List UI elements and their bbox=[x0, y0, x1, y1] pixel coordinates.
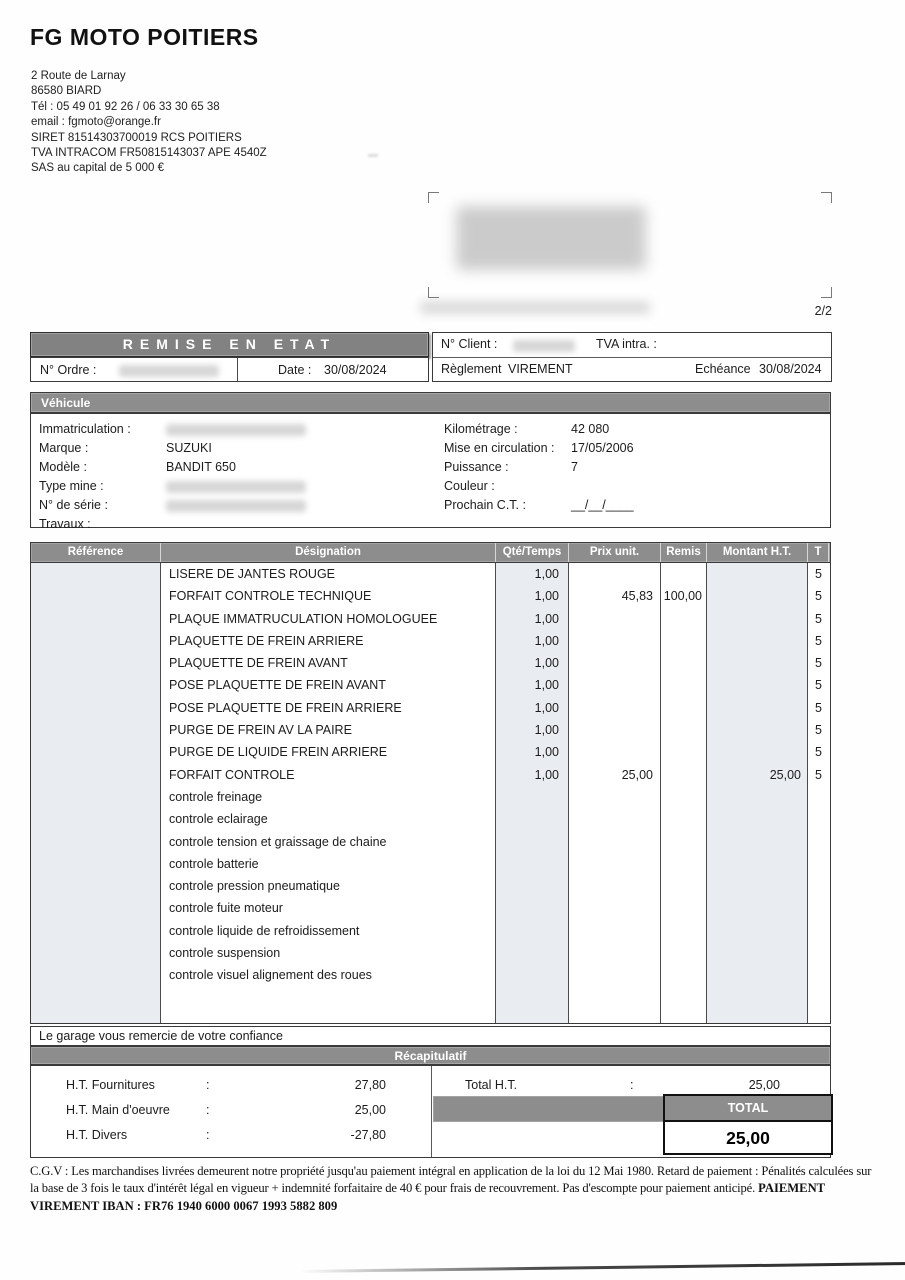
vehicle-field-label: N° de série : bbox=[39, 498, 108, 512]
cell-ref bbox=[31, 853, 161, 875]
cell-ref bbox=[31, 674, 161, 696]
cell-ref bbox=[31, 608, 161, 630]
recap-divider bbox=[431, 1066, 432, 1157]
cell-qty: 1,00 bbox=[496, 652, 569, 674]
cell-des: FORFAIT CONTROLE TECHNIQUE bbox=[161, 585, 496, 607]
cell-montant bbox=[707, 674, 808, 696]
address-line: SAS au capital de 5 000 € bbox=[31, 162, 164, 175]
date-value: 30/08/2024 bbox=[324, 363, 387, 377]
vehicle-field-label: Prochain C.T. : bbox=[444, 498, 526, 512]
cell-price: 25,00 bbox=[569, 764, 661, 786]
cell-price bbox=[569, 741, 661, 763]
cell-t bbox=[808, 987, 829, 1023]
order-number-label: N° Ordre : bbox=[40, 363, 97, 377]
redacted-order-number bbox=[119, 365, 219, 377]
cell-t: 5 bbox=[815, 700, 822, 715]
recap-value: -27,80 bbox=[350, 1128, 386, 1142]
cell-qty bbox=[496, 831, 569, 853]
reglement-value: VIREMENT bbox=[508, 362, 573, 376]
cell-price bbox=[569, 964, 661, 986]
table-filler-row bbox=[31, 987, 830, 1023]
vehicle-field-label: Mise en circulation : bbox=[444, 441, 555, 455]
cell-montant: 25,00 bbox=[707, 764, 808, 786]
cell-t: 5 bbox=[815, 745, 822, 760]
table-row bbox=[31, 585, 830, 607]
table-row bbox=[31, 697, 830, 719]
redacted-recipient-address bbox=[456, 206, 646, 270]
cell-des: controle eclairage bbox=[161, 808, 496, 830]
total-ht-label: Total H.T. bbox=[465, 1078, 518, 1092]
cell-t bbox=[808, 920, 829, 942]
items-table bbox=[30, 542, 831, 1024]
cell-des: controle pression pneumatique bbox=[161, 875, 496, 897]
cell-remis bbox=[661, 942, 707, 964]
cgv-payment-bold: PAIEMENT bbox=[758, 1181, 826, 1196]
cell-ref bbox=[31, 987, 161, 1023]
cell-divider bbox=[237, 358, 238, 381]
redacted-reference-strip bbox=[420, 301, 650, 314]
client-payment-box bbox=[432, 332, 832, 382]
recap-label: H.T. Main d'oeuvre bbox=[66, 1103, 170, 1117]
cell-price bbox=[569, 831, 661, 853]
cell-montant bbox=[707, 786, 808, 808]
cell-qty: 1,00 bbox=[496, 630, 569, 652]
cell-qty: 1,00 bbox=[496, 674, 569, 696]
cell-qty bbox=[496, 897, 569, 919]
cell-montant bbox=[707, 630, 808, 652]
cell-t bbox=[808, 853, 829, 875]
cell-montant bbox=[707, 920, 808, 942]
cell-t: 5 bbox=[815, 589, 822, 604]
cell-qty bbox=[496, 853, 569, 875]
vehicle-field-label: Marque : bbox=[39, 441, 89, 455]
cell-qty: 1,00 bbox=[496, 719, 569, 741]
cell-price bbox=[569, 942, 661, 964]
cell-t bbox=[808, 875, 829, 897]
column-header-montant: Montant H.T. bbox=[707, 543, 808, 562]
recap-colon: : bbox=[206, 1103, 210, 1117]
cell-ref bbox=[31, 652, 161, 674]
cell-des: PLAQUETTE DE FREIN ARRIERE bbox=[161, 630, 496, 652]
cell-remis bbox=[661, 808, 707, 830]
total-box bbox=[663, 1094, 833, 1155]
table-row bbox=[31, 786, 830, 808]
cell-des: controle suspension bbox=[161, 942, 496, 964]
row-divider bbox=[433, 357, 831, 358]
table-row bbox=[31, 920, 830, 942]
cell-ref bbox=[31, 585, 161, 607]
cell-remis bbox=[661, 853, 707, 875]
cell-des: controle batterie bbox=[161, 853, 496, 875]
vehicle-field-value: 42 080 bbox=[571, 422, 610, 436]
cell-montant bbox=[707, 741, 808, 763]
vehicle-field-label: Kilométrage : bbox=[444, 422, 518, 436]
cell-des: FORFAIT CONTROLE bbox=[161, 764, 496, 786]
recap-label: H.T. Fournitures bbox=[66, 1078, 155, 1092]
vehicle-field-value: 17/05/2006 bbox=[571, 441, 634, 455]
tva-intra-label: TVA intra. : bbox=[596, 337, 657, 351]
cell-montant bbox=[707, 652, 808, 674]
cell-des bbox=[161, 987, 496, 1023]
cell-remis bbox=[661, 741, 707, 763]
total-ht-value: 25,00 bbox=[748, 1078, 780, 1092]
cell-montant bbox=[707, 831, 808, 853]
vehicle-field-value bbox=[166, 498, 306, 512]
cell-remis bbox=[661, 630, 707, 652]
vehicle-field-row bbox=[39, 517, 830, 536]
recipient-address-window bbox=[428, 192, 832, 298]
cell-ref bbox=[31, 942, 161, 964]
recap-label: H.T. Divers bbox=[66, 1128, 128, 1142]
cell-price bbox=[569, 853, 661, 875]
page-number: 2/2 bbox=[814, 304, 832, 318]
cell-des: LISERE DE JANTES ROUGE bbox=[161, 563, 496, 585]
vehicle-field-row bbox=[444, 422, 830, 441]
cell-price: 45,83 bbox=[569, 585, 661, 607]
company-name: FG MOTO POITIERS bbox=[30, 24, 259, 50]
cell-montant bbox=[707, 897, 808, 919]
cell-qty bbox=[496, 786, 569, 808]
cell-des: PLAQUE IMMATRUCULATION HOMOLOGUEE bbox=[161, 608, 496, 630]
cell-price bbox=[569, 897, 661, 919]
cell-des: PURGE DE LIQUIDE FREIN ARRIERE bbox=[161, 741, 496, 763]
cell-t: 5 bbox=[815, 656, 822, 671]
column-header-price: Prix unit. bbox=[569, 543, 661, 562]
cell-ref bbox=[31, 920, 161, 942]
recap-value: 25,00 bbox=[354, 1103, 386, 1117]
table-row bbox=[31, 853, 830, 875]
cell-ref bbox=[31, 630, 161, 652]
cell-remis bbox=[661, 674, 707, 696]
recap-colon: : bbox=[206, 1078, 210, 1092]
column-header-qty: Qté/Temps bbox=[496, 543, 569, 562]
cell-montant bbox=[707, 563, 808, 585]
cell-remis bbox=[661, 831, 707, 853]
cell-des: controle liquide de refroidissement bbox=[161, 920, 496, 942]
address-line: SIRET 81514303700019 RCS POITIERS bbox=[31, 131, 242, 144]
document-title: REMISE EN ETAT bbox=[30, 332, 429, 357]
table-row bbox=[31, 831, 830, 853]
cell-qty bbox=[496, 987, 569, 1023]
cell-montant bbox=[707, 697, 808, 719]
cell-price bbox=[569, 697, 661, 719]
cell-price bbox=[569, 920, 661, 942]
order-number-row bbox=[30, 357, 429, 382]
cell-price bbox=[569, 608, 661, 630]
company-address bbox=[31, 69, 267, 177]
cell-des: controle freinage bbox=[161, 786, 496, 808]
crop-mark-icon bbox=[821, 192, 832, 203]
crop-mark-icon bbox=[428, 192, 439, 203]
cell-t: 5 bbox=[815, 633, 822, 648]
address-line: 2 Route de Larnay bbox=[31, 70, 126, 82]
cell-qty bbox=[496, 942, 569, 964]
cell-price bbox=[569, 719, 661, 741]
table-row bbox=[31, 652, 830, 674]
cell-remis bbox=[661, 719, 707, 741]
scan-artifact bbox=[368, 154, 378, 157]
recap-value: 27,80 bbox=[354, 1078, 386, 1092]
cell-qty bbox=[496, 964, 569, 986]
cell-montant bbox=[707, 942, 808, 964]
table-row bbox=[31, 875, 830, 897]
table-row bbox=[31, 608, 830, 630]
cell-remis bbox=[661, 608, 707, 630]
cell-t bbox=[808, 831, 829, 853]
vehicle-field-value: SUZUKI bbox=[166, 441, 212, 455]
vehicle-field-row bbox=[444, 460, 830, 479]
cell-montant bbox=[707, 987, 808, 1023]
redacted-client-number bbox=[513, 340, 575, 352]
vehicle-field-label: Puissance : bbox=[444, 460, 509, 474]
cell-montant bbox=[707, 608, 808, 630]
cell-montant bbox=[707, 808, 808, 830]
cell-des: PURGE DE FREIN AV LA PAIRE bbox=[161, 719, 496, 741]
cgv-line2: sur la base de 3 fois le taux d'intérêt légal en vigueur + indemnité forfaitaire de 40 € pour frais de recouvrement. Pas d'escompte pour paiement anticipé. bbox=[30, 1164, 872, 1196]
address-line: 86580 BIARD bbox=[31, 85, 102, 98]
cell-remis bbox=[661, 697, 707, 719]
cell-qty: 1,00 bbox=[496, 585, 569, 607]
cgv-iban-bold: VIREMENT IBAN : FR76 1940 6000 0067 1993 5882 809 bbox=[30, 1198, 338, 1213]
cell-price bbox=[569, 987, 661, 1023]
cell-ref bbox=[31, 786, 161, 808]
vehicle-section-title: Véhicule bbox=[30, 392, 831, 413]
vehicle-field-label: Modèle : bbox=[39, 460, 87, 474]
cell-qty: 1,00 bbox=[496, 697, 569, 719]
cell-remis bbox=[661, 786, 707, 808]
items-table-header bbox=[31, 543, 830, 563]
vehicle-field-value bbox=[166, 422, 306, 436]
cell-qty: 1,00 bbox=[496, 563, 569, 585]
cell-t bbox=[808, 786, 829, 808]
cell-t: 5 bbox=[815, 767, 822, 782]
echeance-label: Echéance bbox=[695, 362, 751, 376]
total-label: TOTAL bbox=[665, 1096, 831, 1122]
recap-section-title: Récapitulatif bbox=[30, 1046, 831, 1065]
cell-t bbox=[808, 897, 829, 919]
cell-remis bbox=[661, 563, 707, 585]
vehicle-field-value: 7 bbox=[571, 460, 578, 474]
cell-qty: 1,00 bbox=[496, 608, 569, 630]
cell-price bbox=[569, 808, 661, 830]
table-row bbox=[31, 808, 830, 830]
table-row bbox=[31, 719, 830, 741]
date-label: Date : bbox=[278, 363, 312, 377]
cell-price bbox=[569, 875, 661, 897]
cell-montant bbox=[707, 853, 808, 875]
cell-t: 5 bbox=[815, 678, 822, 693]
table-row bbox=[31, 764, 830, 786]
cell-ref bbox=[31, 875, 161, 897]
table-row bbox=[31, 630, 830, 652]
vehicle-field-label: Travaux : bbox=[39, 517, 91, 531]
cell-ref bbox=[31, 808, 161, 830]
cell-price bbox=[569, 563, 661, 585]
crop-mark-icon bbox=[428, 287, 439, 298]
cell-t: 5 bbox=[815, 611, 822, 626]
cell-remis: 100,00 bbox=[661, 585, 707, 607]
cell-t bbox=[808, 808, 829, 830]
vehicle-field-row bbox=[444, 479, 830, 498]
cell-des: POSE PLAQUETTE DE FREIN AVANT bbox=[161, 674, 496, 696]
redacted-value bbox=[166, 481, 306, 493]
cell-price bbox=[569, 786, 661, 808]
cell-montant bbox=[707, 585, 808, 607]
vehicle-field-value bbox=[166, 479, 306, 493]
cell-remis bbox=[661, 652, 707, 674]
cell-montant bbox=[707, 875, 808, 897]
cell-price bbox=[569, 652, 661, 674]
cell-ref bbox=[31, 563, 161, 585]
cell-t: 5 bbox=[815, 723, 822, 738]
cell-des: POSE PLAQUETTE DE FREIN ARRIERE bbox=[161, 697, 496, 719]
vehicle-info-box bbox=[30, 413, 831, 531]
cell-remis bbox=[661, 875, 707, 897]
cell-des: controle visuel alignement des roues bbox=[161, 964, 496, 986]
cell-price bbox=[569, 674, 661, 696]
vehicle-field-row bbox=[444, 441, 830, 460]
column-header-reference: Référence bbox=[31, 543, 161, 562]
column-header-t: T bbox=[808, 543, 829, 562]
column-header-designation: Désignation bbox=[161, 543, 496, 562]
echeance-value: 30/08/2024 bbox=[759, 362, 822, 376]
total-ht-colon: : bbox=[630, 1078, 634, 1092]
cgv-terms bbox=[30, 1163, 880, 1215]
cell-ref bbox=[31, 719, 161, 741]
address-line: Tél : 05 49 01 92 26 / 06 33 30 65 38 bbox=[31, 100, 220, 113]
cell-montant bbox=[707, 719, 808, 741]
cell-t bbox=[808, 964, 829, 986]
cell-qty: 1,00 bbox=[496, 764, 569, 786]
cell-ref bbox=[31, 831, 161, 853]
vehicle-field-value: __/__/____ bbox=[571, 498, 634, 512]
client-number-label: N° Client : bbox=[441, 337, 498, 351]
table-row bbox=[31, 563, 830, 585]
cell-qty bbox=[496, 920, 569, 942]
cell-t bbox=[808, 942, 829, 964]
cgv-line1: C.G.V : Les marchandises livrées demeurent notre propriété jusqu'au paiement intégral en application de la loi du 12 Mai 1980. Retard de paiement : Pénalités calculées bbox=[30, 1164, 854, 1178]
table-row bbox=[31, 674, 830, 696]
cell-ref bbox=[31, 897, 161, 919]
vehicle-field-label: Type mine : bbox=[39, 479, 104, 493]
thanks-message: Le garage vous remercie de votre confiance bbox=[30, 1026, 831, 1046]
cell-t: 5 bbox=[815, 567, 822, 581]
vehicle-field-row bbox=[444, 498, 830, 517]
cell-remis bbox=[661, 987, 707, 1023]
cell-montant bbox=[707, 964, 808, 986]
reglement-label: Règlement bbox=[441, 362, 502, 376]
table-row bbox=[31, 964, 830, 986]
total-value: 25,00 bbox=[726, 1128, 770, 1148]
cell-remis bbox=[661, 920, 707, 942]
cell-ref bbox=[31, 697, 161, 719]
cell-qty bbox=[496, 808, 569, 830]
table-row bbox=[31, 942, 830, 964]
redacted-value bbox=[166, 424, 306, 436]
cell-des: controle fuite moteur bbox=[161, 897, 496, 919]
cell-remis bbox=[661, 764, 707, 786]
items-table-body bbox=[31, 563, 830, 1023]
cell-price bbox=[569, 630, 661, 652]
vehicle-field-label: Couleur : bbox=[444, 479, 495, 493]
cell-des: controle tension et graissage de chaine bbox=[161, 831, 496, 853]
scan-artifact-line bbox=[300, 1262, 905, 1272]
table-row bbox=[31, 741, 830, 763]
cell-qty: 1,00 bbox=[496, 741, 569, 763]
redacted-value bbox=[166, 500, 306, 512]
address-line: TVA INTRACOM FR50815143037 APE 4540Z bbox=[31, 147, 267, 160]
cell-remis bbox=[661, 897, 707, 919]
column-header-remis: Remis bbox=[661, 543, 707, 562]
cell-ref bbox=[31, 764, 161, 786]
cell-remis bbox=[661, 964, 707, 986]
cell-ref bbox=[31, 741, 161, 763]
vehicle-field-label: Immatriculation : bbox=[39, 422, 131, 436]
vehicle-field-value: BANDIT 650 bbox=[166, 460, 236, 474]
recap-colon: : bbox=[206, 1128, 210, 1142]
table-row bbox=[31, 897, 830, 919]
cell-ref bbox=[31, 964, 161, 986]
cell-des: PLAQUETTE DE FREIN AVANT bbox=[161, 652, 496, 674]
address-line: email : fgmoto@orange.fr bbox=[31, 116, 161, 129]
crop-mark-icon bbox=[821, 287, 832, 298]
cell-qty bbox=[496, 875, 569, 897]
